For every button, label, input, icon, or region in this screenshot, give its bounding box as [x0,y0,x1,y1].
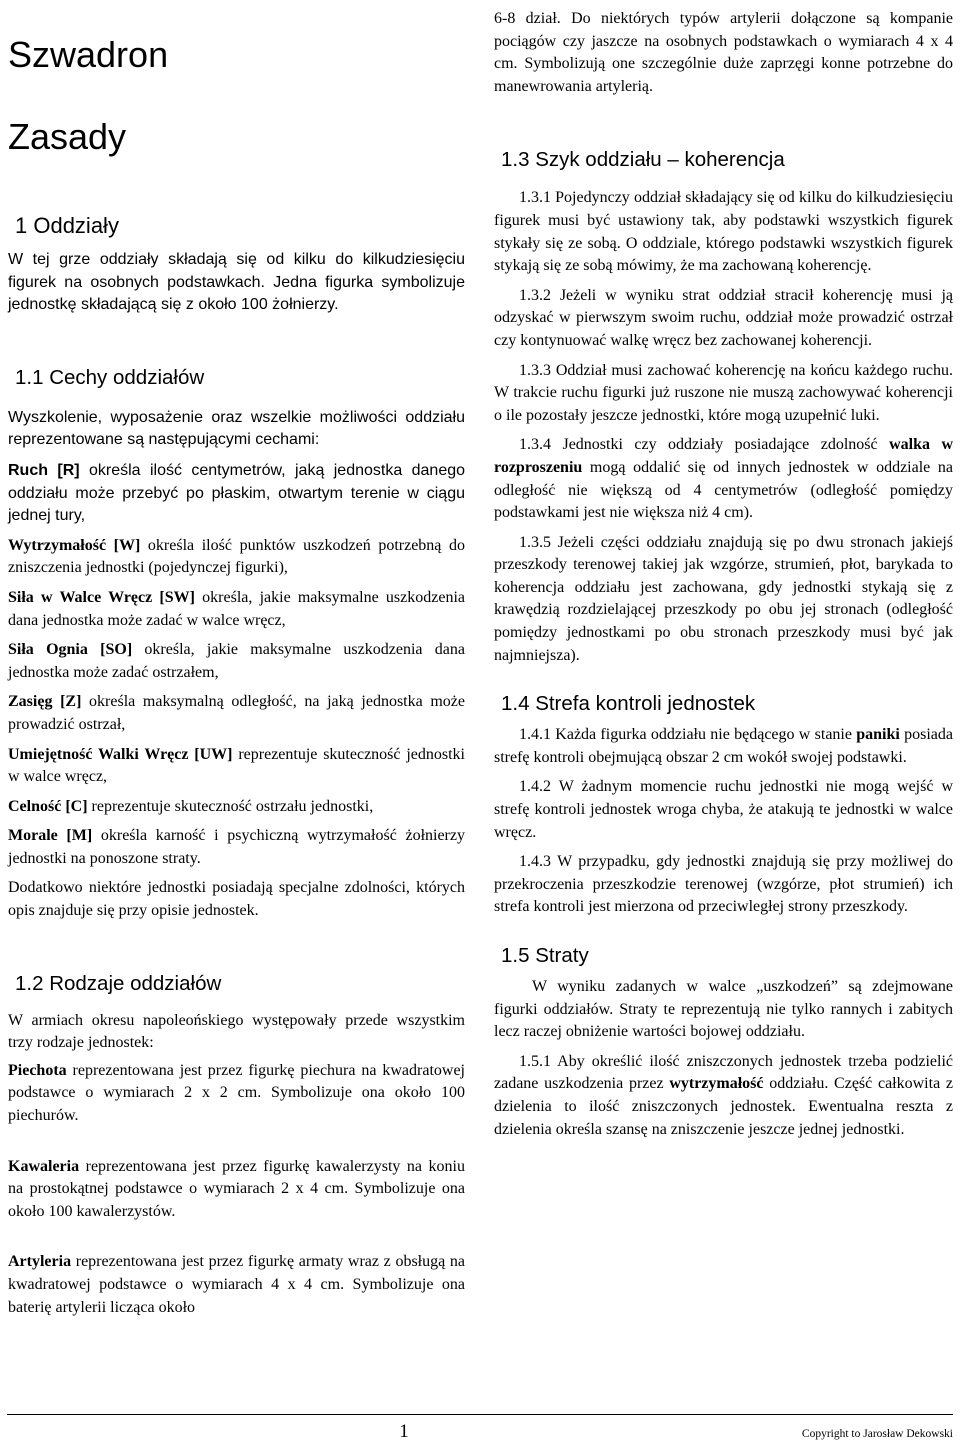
stat-desc: określa ilość centymetrów, jaką jednostka danego oddziału może przebyć po płaskim, otwartym terenie w ciągu jednej tury, [8,461,466,525]
unit-desc: reprezentowana jest przez figurkę piechura na kwadratowej podstawce o wymiarach 2 x 2 cm. Symbolizuje ona około 100 piechurów. [8,1061,465,1125]
section-1-1-outro: Dodatkowo niektóre jednostki posiadają specjalne zdolności, których opis znajduje się przy opisie jednostek. [8,879,465,920]
section-1-1-heading: 1.1 Cechy oddziałów [15,365,205,389]
stat-term: Wytrzymałość [W] [8,536,141,554]
unit-piechota [8,1060,465,1128]
rule-1-4-1 [494,724,953,769]
unit-kawaleria [8,1156,465,1224]
section-1-text: W tej grze oddziały składają się od kilku do kilkudziesięciu figurek na osobnych podstawkach. Jedna figurka symbolizuje jednostkę składającą się z około 100 żołnierzy. [8,251,465,314]
stat-sila-ognia [8,639,465,684]
rule-1-4-3: 1.4.3 W przypadku, gdy jednostki znajdują się przy możliwej do przekroczenia przeszkodzie terenowej (wzgórze, płot strumień) ich strefa kontroli jest mierzona od przeciwległej strony przeszkody. [494,853,953,916]
left-column [8,0,465,1319]
rule-1-3-1: 1.3.1 Pojedynczy oddział składający się od kilku do kilkudziesięciu figurek musi być ustawiony tak, aby podstawki wszystkich figurek stykały się ze sobą. O oddziale, którego podstawki wszystkich figurek stykają się ze sobą mówimy, że ma zachowaną koherencję. [494,189,953,275]
stat-umiejetnosc [8,744,465,789]
rule-text: posiada strefę kontroli obejmującą obszar 2 cm wokół swojej podstawki. [494,726,954,766]
stat-wytrzymalosc [8,535,465,580]
rule-1-3-2: 1.3.2 Jeżeli w wyniku strat oddział stracił koherencję musi ją odzyskać w pierwszym swoim ruchu, oddział może prowadzić ostrzał czy kontynuować walkę wręcz bez zachowanej koherencji. [494,286,953,349]
right-column [494,0,953,1141]
artyleria-continued: 6-8 dział. Do niektórych typów artylerii dołączone są kompanie pociągów czy jaszcze na osobnych podstawkach o wymiarach 4 x 4 cm. Symbolizują one szczególnie duże zaprzęgi konne potrzebne do manewrowania artylerią. [494,10,953,95]
section-1-heading: 1 Oddziały [15,213,119,238]
stat-desc: określa, jakie maksymalne uszkodzenia dana jednostka może zadać ostrzałem, [8,641,465,681]
rule-emphasis: walka w rozproszeniu [494,436,954,476]
rule-1-3-3: 1.3.3 Oddział musi zachować koherencję na końcu każdego ruchu. W trakcie ruchu figurki już ruszone nie muszą zachowywać koherencji o ile pozostały jeszcze jednostki, które mogą uzupełnić luki. [494,361,953,424]
unit-term: Piechota [8,1061,67,1079]
stat-zasieg [8,691,465,736]
section-1-2-heading: 1.2 Rodzaje oddziałów [15,971,222,995]
unit-term: Kawaleria [8,1157,80,1175]
stat-term: Morale [M] [8,827,93,845]
stat-celnosc [8,796,465,819]
rule-text: 1.5.1 Aby określić ilość zniszczonych jednostek trzeba podzielić zadane uszkodzenia przez [494,1052,953,1093]
page-number: 1 [399,1421,409,1442]
stat-desc: reprezentuje skuteczność jednostki w walce wręcz, [8,745,465,786]
section-1-3-heading: 1.3 Szyk oddziału – koherencja [501,148,785,172]
section-1-2-intro: W armiach okresu napoleońskiego występowały przede wszystkim trzy rodzaje jednostek: [8,1011,465,1052]
rule-text: mogą oddalić się od innych jednostek w oddziale na odległość nie większą od 4 centymetrów (odległość pomiędzy podstawkami jest nie większa niż 4 cm). [494,458,953,522]
stat-term: Siła Ognia [SO] [8,641,133,659]
stat-morale [8,825,465,870]
rule-1-4-2: 1.4.2 W żadnym momencie ruchu jednostki nie mogą wejść w strefę kontroli jednostek wroga chyba, że atakują te jednostki w walce wręcz. [494,778,953,841]
footer-divider [7,1414,953,1415]
stat-desc: reprezentuje skuteczność ostrzału jednostki, [87,797,374,815]
stat-desc: określa maksymalną odległość, na jaką jednostka może prowadzić ostrzał, [8,693,466,733]
stat-term: Umiejętność Walki Wręcz [UW] [8,745,233,763]
rule-emphasis: wytrzymałość [669,1075,764,1093]
unit-desc: reprezentowana jest przez figurkę kawalerzysty na koniu na prostokątnej podstawce o wymiarach 2 x 4 cm. Symbolizuje ona około 100 kawalerzystów. [8,1157,465,1220]
page-title: Szwadron [8,34,169,75]
stat-desc: określa ilość punktów uszkodzeń potrzebną do zniszczenia jednostki (pojedynczej figurki), [8,536,465,577]
copyright-notice: Copyright to Jarosław Dekowski [801,1428,953,1440]
section-1-1-intro: Wyszkolenie, wyposażenie oraz wszelkie możliwości oddziału reprezentowane są następującymi cechami: [8,408,465,449]
rule-1-3-4 [494,434,953,524]
unit-term: Artyleria [8,1253,72,1271]
page-subtitle: Zasady [8,116,127,157]
section-1-5-heading: 1.5 Straty [501,944,589,967]
stat-sila-walki [8,587,465,632]
stat-term: Ruch [R] [8,461,80,479]
stat-term: Celność [C] [8,797,88,815]
stat-desc: określa, jakie maksymalne uszkodzenia dana jednostka może zadać w walce wręcz, [8,588,465,629]
rule-1-3-5: 1.3.5 Jeżeli części oddziału znajdują się po dwu stronach jakiejś przeszkody terenowej takiej jak wzgórze, strumień, płot, barykada to koherencja oddziału jest zachowana, gdy jednostki stykają się z krawędzią rozdzielającej przeszkody po obu jej stronach (odległość pomiędzy jednostkami po obu stronach przeszkody musi być jak najmniejsza). [494,533,953,664]
section-1-5-text: W wyniku zadanych w walce „uszkodzeń” są zdejmowane figurki oddziałów. Straty te reprezentują nie tylko rannych i zabitych lecz raczej obniżenie wartości bojowej oddziału. [494,978,953,1041]
rule-text: 1.4.1 Każda figurka oddziału nie będącego w stanie [519,726,857,744]
unit-desc: reprezentowana jest przez figurkę armaty wraz z obsługą na kwadratowej podstawce o wymiarach 4 x 4 cm. Symbolizuje ona baterię artylerii licząca około [8,1253,465,1316]
stat-term: Siła w Walce Wręcz [SW] [8,588,195,606]
section-1-4-heading: 1.4 Strefa kontroli jednostek [501,692,756,716]
stat-ruch [8,460,465,528]
rule-text: 1.3.4 Jednostki czy oddziały posiadające zdolność [519,436,890,454]
rule-text: oddziału. Część całkowita z dzielenia to ilość zniszczonych jednostek. Ewentualna reszta z dzielenia określa szansę na zniszczenie jeszcze jednej jednostki. [494,1075,954,1138]
unit-artyleria [8,1251,465,1319]
stat-term: Zasięg [Z] [8,693,82,711]
stat-desc: określa karność i psychiczną wytrzymałość żołnierzy jednostki na ponoszone straty. [8,827,465,867]
rule-emphasis: paniki [856,726,900,744]
rule-1-5-1 [494,1051,953,1141]
